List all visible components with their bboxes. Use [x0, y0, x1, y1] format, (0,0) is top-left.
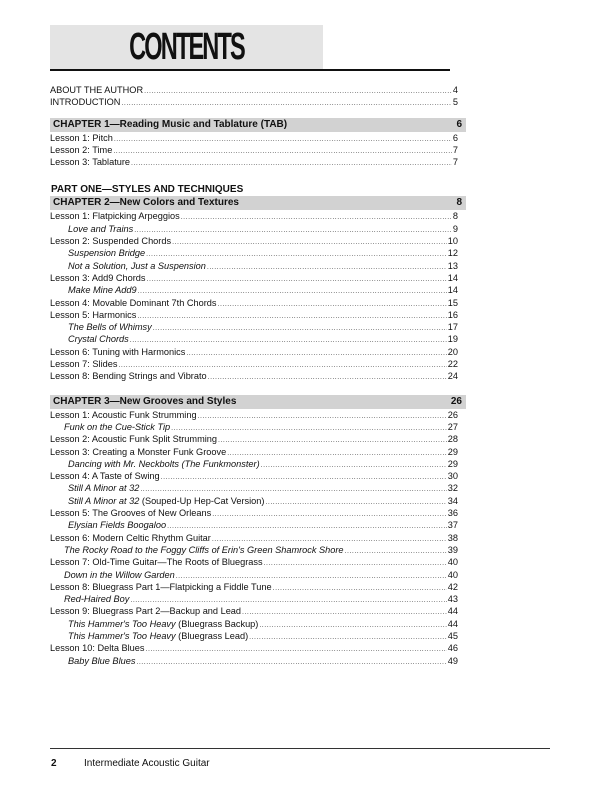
chapter-heading — [50, 196, 466, 210]
entry-song-title: Still A Minor at 32 — [68, 495, 140, 506]
entry-page: 14 — [447, 272, 458, 283]
dot-leader — [113, 146, 452, 158]
chapter-title: CHAPTER 3—New Grooves and Styles — [53, 395, 237, 407]
dot-leader — [147, 274, 447, 286]
toc-song-entry[interactable] — [50, 223, 458, 235]
title-banner — [50, 25, 323, 69]
dot-leader — [259, 620, 446, 632]
toc-entry[interactable] — [50, 309, 458, 321]
entry-label — [68, 247, 145, 259]
entry-label: Lesson 2: Acoustic Funk Split Strumming — [50, 434, 217, 445]
entry-page: 14 — [447, 285, 458, 296]
entry-label — [68, 519, 166, 531]
toc-entry[interactable] — [50, 272, 458, 284]
entry-label: Lesson 2: Suspended Chords — [50, 236, 172, 247]
entry-page: 24 — [447, 371, 458, 382]
entry-label — [68, 333, 129, 345]
toc-song-entry[interactable] — [50, 569, 458, 581]
footer-rule — [50, 748, 550, 749]
toc-entry[interactable] — [50, 605, 458, 617]
entry-page: 12 — [447, 248, 458, 259]
chapter-page: 8 — [456, 197, 462, 209]
table-of-contents — [50, 84, 462, 667]
entry-label: Lesson 9: Bluegrass Part 2—Backup and Lead — [50, 606, 242, 617]
entry-song-title: Elysian Fields Boogaloo — [68, 520, 167, 531]
entry-label — [68, 321, 152, 333]
chapter-page: 26 — [450, 395, 462, 407]
toc-entry[interactable] — [50, 132, 458, 144]
entry-label: Lesson 8: Bluegrass Part 1—Flatpicking a Fiddle Tune — [50, 581, 272, 592]
entry-song-title: Crystal Chords — [68, 334, 129, 345]
entry-label — [64, 544, 344, 556]
entry-page: 45 — [447, 630, 458, 641]
toc-entry[interactable] — [50, 144, 458, 156]
entry-page: 7 — [452, 144, 458, 155]
toc-song-entry[interactable] — [50, 544, 458, 556]
toc-entry[interactable] — [50, 370, 458, 382]
entry-song-title: Still A Minor at 32 — [68, 483, 140, 494]
toc-entry[interactable] — [50, 581, 458, 593]
toc-song-entry[interactable] — [50, 630, 458, 642]
toc-entry[interactable] — [50, 507, 458, 519]
dot-leader — [265, 497, 446, 509]
entry-label — [68, 260, 206, 272]
dot-leader — [218, 435, 447, 447]
toc-song-entry[interactable] — [50, 247, 458, 259]
toc-entry[interactable] — [50, 642, 458, 654]
chapter-heading — [50, 395, 466, 409]
entry-page: 37 — [447, 520, 458, 531]
entry-page: 8 — [452, 211, 458, 222]
entry-song-title: This Hammer's Too Heavy — [68, 630, 176, 641]
entry-page: 16 — [447, 309, 458, 320]
entry-label: Lesson 1: Pitch — [50, 132, 113, 143]
entry-page: 27 — [447, 421, 458, 432]
entry-page: 42 — [447, 581, 458, 592]
chapter-title: CHAPTER 2—New Colors and Textures — [53, 197, 239, 209]
entry-page: 38 — [447, 532, 458, 543]
entry-label: Lesson 1: Flatpicking Arpeggios — [50, 211, 180, 222]
entry-label: Lesson 7: Old-Time Guitar—The Roots of Bluegrass — [50, 557, 263, 568]
dot-leader — [134, 225, 452, 237]
entry-label — [68, 223, 133, 235]
toc-entry[interactable] — [50, 433, 458, 445]
entry-label: ABOUT THE AUTHOR — [50, 85, 144, 95]
toc-entry[interactable] — [50, 297, 458, 309]
entry-song-title: Make Mine Add9 — [68, 285, 137, 296]
entry-page: 44 — [447, 606, 458, 617]
toc-song-entry[interactable] — [50, 495, 458, 507]
toc-song-entry[interactable] — [50, 655, 458, 667]
footer-page-number: 2 — [51, 758, 57, 769]
entry-label: Lesson 6: Modern Celtic Rhythm Guitar — [50, 532, 211, 543]
entry-label: Lesson 1: Acoustic Funk Strumming — [50, 409, 197, 420]
entry-song-title: The Bells of Whimsy — [68, 322, 152, 333]
toc-entry[interactable] — [50, 96, 458, 108]
entry-song-title: This Hammer's Too Heavy — [68, 618, 176, 629]
chapter-page: 6 — [456, 118, 462, 130]
toc-song-entry[interactable] — [50, 333, 458, 345]
entry-page: 10 — [447, 236, 458, 247]
toc-song-entry[interactable] — [50, 458, 458, 470]
entry-label — [68, 655, 135, 667]
entry-label: Lesson 10: Delta Blues — [50, 643, 145, 654]
entry-song-title: Love and Trains — [68, 223, 134, 234]
toc-song-entry[interactable] — [50, 482, 458, 494]
chapter-heading — [50, 118, 466, 132]
entry-page: 36 — [447, 508, 458, 519]
entry-page: 7 — [452, 157, 458, 168]
dot-leader — [212, 509, 447, 521]
toc-song-entry[interactable] — [50, 284, 458, 296]
entry-label — [64, 593, 129, 605]
dot-leader — [261, 460, 447, 472]
entry-page: 28 — [447, 434, 458, 445]
dot-leader — [242, 607, 447, 619]
entry-label: Lesson 5: The Grooves of New Orleans — [50, 508, 212, 519]
entry-page: 43 — [447, 594, 458, 605]
entry-page: 9 — [452, 223, 458, 234]
entry-label — [68, 458, 260, 470]
entry-suffix: (Bluegrass Backup) — [175, 618, 259, 629]
entry-suffix: (Bluegrass Lead) — [175, 630, 249, 641]
toc-song-entry[interactable] — [50, 260, 458, 272]
toc-entry[interactable] — [50, 358, 458, 370]
entry-song-title: Down in the Willow Garden — [64, 569, 175, 580]
dot-leader — [273, 583, 447, 595]
entry-page: 30 — [447, 471, 458, 482]
entry-label: Lesson 8: Bending Strings and Vibrato — [50, 371, 207, 382]
dot-leader — [136, 657, 446, 669]
dot-leader — [264, 558, 447, 570]
entry-song-title: Funk on the Cue-Stick Tip — [64, 421, 171, 432]
part-heading: PART ONE—STYLES AND TECHNIQUES — [51, 184, 244, 196]
dot-leader — [146, 644, 447, 656]
entry-page: 26 — [447, 409, 458, 420]
dot-leader — [172, 237, 447, 249]
toc-entry[interactable] — [50, 446, 458, 458]
toc-song-entry[interactable] — [50, 618, 458, 630]
entry-song-title: Dancing with Mr. Neckbolts (The Funkmonster) — [68, 458, 260, 469]
entry-page: 32 — [447, 483, 458, 494]
toc-entry[interactable] — [50, 84, 458, 96]
toc-song-entry[interactable] — [50, 519, 458, 531]
entry-page: 17 — [447, 322, 458, 333]
toc-entry[interactable] — [50, 470, 458, 482]
toc-entry[interactable] — [50, 556, 458, 568]
dot-leader — [218, 299, 447, 311]
dot-leader — [249, 632, 447, 644]
entry-label: Lesson 7: Slides — [50, 359, 118, 370]
entry-label — [68, 495, 264, 507]
dot-leader — [144, 86, 452, 98]
dot-leader — [198, 411, 447, 423]
entry-page: 5 — [452, 97, 458, 108]
entry-label — [68, 482, 139, 494]
dot-leader — [207, 262, 447, 274]
entry-song-title: Not a Solution, Just a Suspension — [68, 260, 206, 271]
dot-leader — [227, 448, 447, 460]
entry-label: Lesson 4: A Taste of Swing — [50, 471, 160, 482]
entry-label — [68, 284, 137, 296]
dot-leader — [121, 98, 451, 110]
entry-song-title: Red-Haired Boy — [64, 594, 130, 605]
dot-leader — [137, 311, 446, 323]
toc-entry[interactable] — [50, 346, 458, 358]
toc-entry[interactable] — [50, 532, 458, 544]
dot-leader — [114, 134, 452, 146]
toc-entry[interactable] — [50, 210, 458, 222]
entry-page: 40 — [447, 557, 458, 568]
entry-label — [68, 618, 258, 630]
dot-leader — [153, 323, 447, 335]
dot-leader — [208, 372, 447, 384]
entry-label: Lesson 4: Movable Dominant 7th Chords — [50, 297, 217, 308]
toc-song-entry[interactable] — [50, 421, 458, 433]
entry-label: Lesson 2: Time — [50, 144, 113, 155]
entry-page: 39 — [447, 544, 458, 555]
footer-book-title: Intermediate Acoustic Guitar — [84, 758, 210, 769]
entry-page: 22 — [447, 359, 458, 370]
dot-leader — [181, 212, 452, 224]
dot-leader — [131, 158, 452, 170]
entry-label: Lesson 3: Creating a Monster Funk Groove — [50, 446, 227, 457]
entry-label: Lesson 6: Tuning with Harmonics — [50, 346, 186, 357]
title-rule — [50, 69, 450, 71]
toc-song-entry[interactable] — [50, 321, 458, 333]
entry-label — [64, 421, 170, 433]
entry-page: 6 — [452, 132, 458, 143]
dot-leader — [186, 348, 446, 360]
entry-page: 40 — [447, 569, 458, 580]
spacer — [50, 168, 458, 184]
entry-page: 44 — [447, 618, 458, 629]
dot-leader — [345, 546, 447, 558]
entry-page: 4 — [452, 85, 458, 95]
entry-page: 13 — [447, 260, 458, 271]
entry-song-title: Baby Blue Blues — [68, 655, 136, 666]
entry-page: 15 — [447, 297, 458, 308]
entry-label: INTRODUCTION — [50, 97, 121, 108]
entry-page: 34 — [447, 495, 458, 506]
entry-label: Lesson 3: Tablature — [50, 157, 131, 168]
entry-page: 29 — [447, 458, 458, 469]
entry-label: Lesson 3: Add9 Chords — [50, 272, 146, 283]
toc-entry[interactable] — [50, 235, 458, 247]
entry-label — [68, 630, 248, 642]
entry-page: 19 — [447, 334, 458, 345]
toc-song-entry[interactable] — [50, 593, 458, 605]
entry-page: 46 — [447, 643, 458, 654]
entry-page: 49 — [447, 655, 458, 666]
page-title: CONTENTS — [129, 26, 244, 68]
entry-label — [64, 569, 175, 581]
toc-entry[interactable] — [50, 409, 458, 421]
entry-page: 20 — [447, 346, 458, 357]
entry-label: Lesson 5: Harmonics — [50, 309, 137, 320]
dot-leader — [161, 472, 447, 484]
toc-entry[interactable] — [50, 156, 458, 168]
entry-suffix: (Souped-Up Hep-Cat Version) — [139, 495, 265, 506]
entry-song-title: Suspension Bridge — [68, 248, 146, 259]
chapter-title: CHAPTER 1—Reading Music and Tablature (TAB) — [53, 118, 288, 130]
entry-song-title: The Rocky Road to the Foggy Cliffs of Erin's Green Shamrock Shore — [64, 544, 344, 555]
entry-page: 29 — [447, 446, 458, 457]
